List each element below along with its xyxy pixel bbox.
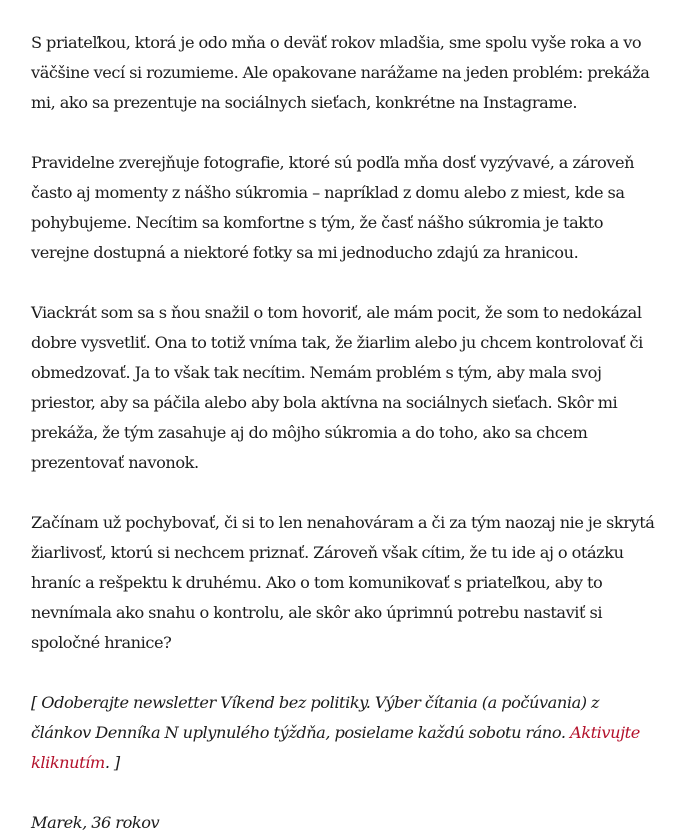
paragraph-question: Začínam už pochybovať, či si to len nenahováram a či za tým naozaj nie je skrytá žiarlivosť, ktorú si nechcem priznať. Zároveň však cítim, že tu ide aj o otázku hraníc a rešpektu k druhému. Ako o tom komunikovať s priateľkou, aby to nevnímala ako snahu o kontrolu, ale skôr ako úprimnú potrebu nastaviť si spoločné hranice? (31, 513, 655, 652)
newsletter-open-bracket: [ (31, 693, 37, 712)
newsletter-text: Odoberajte newsletter Víkend bez politiky. Výber čítania (a počúvania) z článkov Denníka N uplynulého týždňa, posielame každú sobotu ráno. (31, 693, 600, 742)
paragraph-conversation: Viackrát som sa s ňou snažil o tom hovoriť, ale mám pocit, že som to nedokázal dobre vysvetliť. Ona to totiž vníma tak, že žiarlim alebo ju chcem kontrolovať či obmedzovať. Ja to však tak necítim. Nemám problém s tým, aby mala svoj priestor, aby sa páčila alebo aby bola aktívna na sociálnych sieťach. Skôr mi prekáža, že tým zasahuje aj do môjho súkromia a do toho, ako sa chcem prezentovať navonok. (31, 303, 643, 472)
author-signature: Marek, 36 rokov (31, 813, 160, 832)
newsletter-activate-link[interactable]: Aktivujte kliknutím (31, 723, 640, 772)
paragraph-photos: Pravidelne zverejňuje fotografie, ktoré sú podľa mňa dosť vyzývavé, a zároveň často aj momenty z nášho súkromia – napríklad z domu alebo z miest, kde sa pohybujeme. Necítim sa komfortne s tým, že časť nášho súkromia je takto verejne dostupná a niektoré fotky sa mi jednoducho zdajú za hranicou. (31, 153, 635, 262)
paragraph-intro: S priateľkou, ktorá je odo mňa o deväť rokov mladšia, sme spolu vyše roka a vo väčšine vecí si rozumieme. Ale opakovane narážame na jeden problém: prekáža mi, ako sa prezentuje na sociálnych sieťach, konkrétne na Instagrame. (31, 33, 650, 112)
newsletter-after-link: . (104, 753, 114, 772)
newsletter-close-bracket: ] (113, 753, 120, 772)
